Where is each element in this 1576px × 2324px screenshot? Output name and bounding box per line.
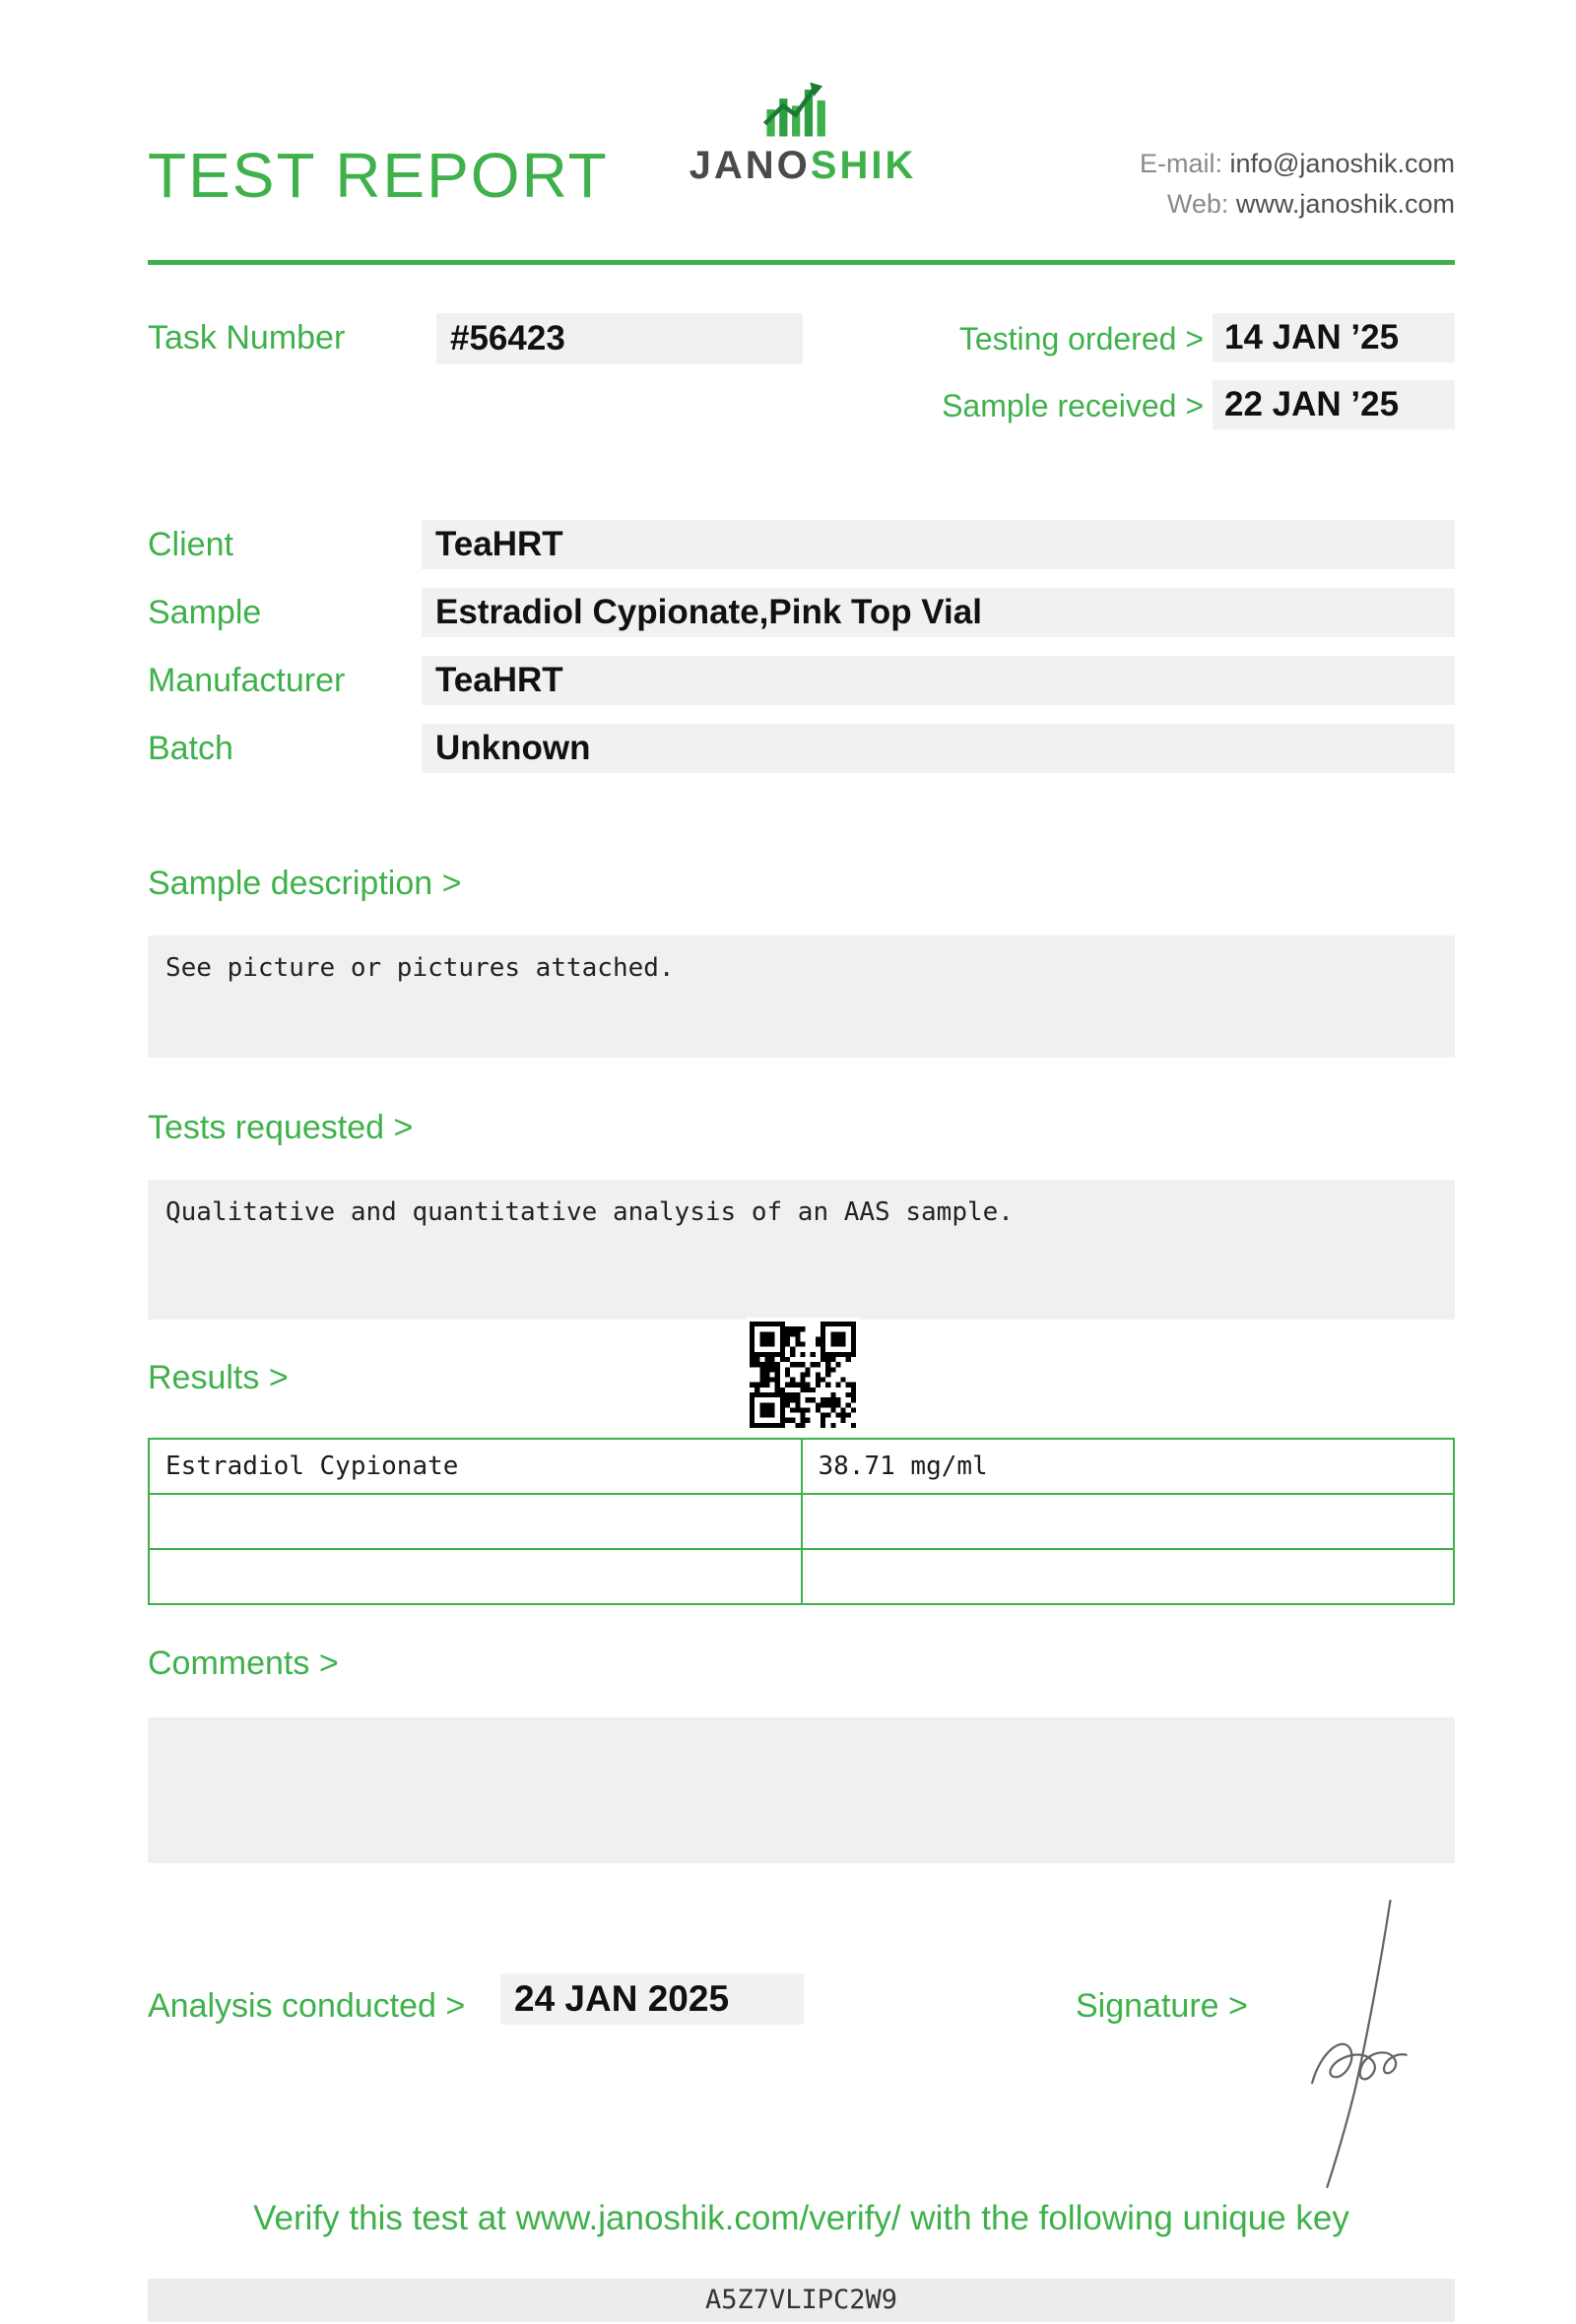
table-row [149,1494,1454,1549]
email-label: E-mail: [1139,149,1222,178]
table-row [149,1549,1454,1604]
results-table [148,1438,1455,1605]
analysis-conducted-label: Analysis conducted > [148,1987,466,2025]
sample-description-heading: Sample description > [148,865,462,902]
header-divider [148,260,1455,265]
results-heading: Results > [148,1359,289,1396]
testing-ordered-label: Testing ordered > [958,321,1204,356]
contact-info [1140,144,1455,224]
result-value [802,1494,1455,1549]
web-line [1140,184,1455,225]
verify-key: A5Z7VLIPC2W9 [148,2279,1455,2322]
sample-row [148,588,1455,637]
sample-value: Estradiol Cypionate,Pink Top Vial [422,588,1455,637]
logo-part-jano: JANO [689,144,811,187]
client-row [148,520,1455,569]
table-row [149,1439,1454,1494]
comments-heading: Comments > [148,1645,339,1682]
testing-ordered-date: 14 JAN ’25 [1213,313,1455,362]
sample-received-label: Sample received > [942,388,1204,423]
email-value: info@janoshik.com [1229,149,1455,178]
sample-label: Sample [148,594,262,631]
qr-code [746,1318,860,1432]
web-label: Web: [1166,188,1229,219]
signature-label: Signature > [1076,1987,1248,2025]
analysis-date-value: 24 JAN 2025 [500,1973,804,2025]
web-value: www.janoshik.com [1235,188,1455,219]
manufacturer-row [148,656,1455,705]
result-name [149,1549,802,1604]
task-number-value: #56423 [436,313,803,364]
verify-instruction: Verify this test at www.janoshik.com/verify/ with the following unique key [253,2199,1349,2237]
result-name [149,1494,802,1549]
logo-part-shik: SHIK [810,144,917,187]
batch-value: Unknown [422,724,1455,773]
client-value: TeaHRT [422,520,1455,569]
comments-box [148,1717,1455,1863]
signature-scribble [1290,1893,1438,2193]
task-number-label: Task Number [148,319,346,356]
chart-logo-icon [757,79,848,142]
batch-label: Batch [148,730,233,767]
logo-wordmark [680,146,926,185]
email-line [1140,144,1455,184]
page-title: TEST REPORT [148,140,609,211]
batch-row [148,724,1455,773]
sample-description-box: See picture or pictures attached. [148,936,1455,1058]
tests-requested-heading: Tests requested > [148,1109,414,1146]
manufacturer-label: Manufacturer [148,662,346,699]
manufacturer-value: TeaHRT [422,656,1455,705]
result-value: 38.71 mg/ml [802,1439,1455,1494]
janoshik-logo [680,79,926,185]
client-label: Client [148,526,233,563]
result-name: Estradiol Cypionate [149,1439,802,1494]
sample-received-date: 22 JAN ’25 [1213,380,1455,429]
result-value [802,1549,1455,1604]
tests-requested-box: Qualitative and quantitative analysis of an AAS sample. [148,1180,1455,1320]
